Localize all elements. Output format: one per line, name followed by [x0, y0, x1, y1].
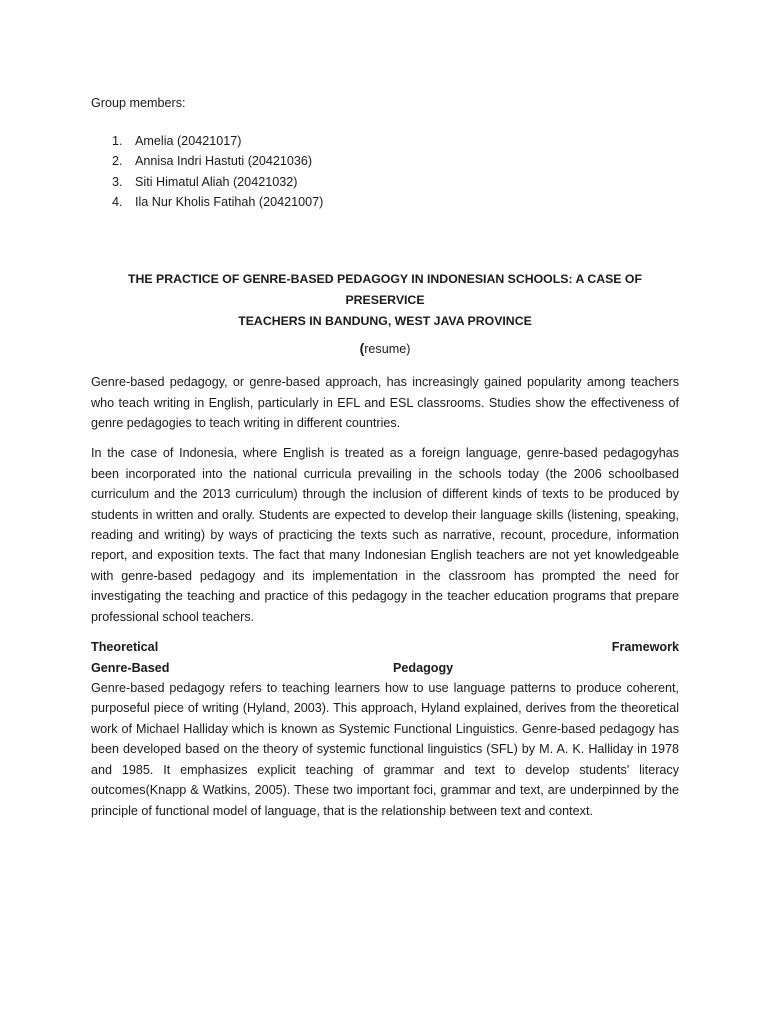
- member-name: Siti Himatul Aliah (20421032): [135, 174, 298, 189]
- title-line-2: TEACHERS IN BANDUNG, WEST JAVA PROVINCE: [238, 314, 532, 329]
- heading-genre-based: Genre-Based: [91, 660, 170, 675]
- heading-theoretical: Theoretical: [91, 640, 159, 655]
- group-members-label: Group members:: [91, 96, 186, 110]
- list-number: 1.: [112, 134, 123, 148]
- list-item: [112, 131, 679, 151]
- document-subtitle: [91, 338, 679, 359]
- subtitle-close-paren: ): [406, 342, 411, 357]
- subtitle-text: resume: [364, 342, 407, 357]
- list-number: 2.: [112, 154, 123, 169]
- heading-pedagogy: Pedagogy: [393, 660, 454, 675]
- list-number: 4.: [112, 194, 123, 209]
- paragraph-framework: Genre-based pedagogy refers to teaching learners how to use language patterns to produce coherent, purposeful piece of writing (Hyland, 2003). This approach, Hyland explained, derives from the theoretical work of Michael Halliday which is known as Systemic Functional Linguistics. Genre-based pedagogy has been developed based on the theory of systemic functional linguistics (SFL) by M. A. K. Halliday in 1978 and 1985. It emphasizes explicit teaching of grammar and text to develop students' literacy outcomes(Knapp & Watkins, 2005). These two important foci, grammar and text, are underpinned by the principle of functional model of language, that is the relationship between text and context.: [91, 681, 679, 818]
- paragraph-intro: Genre-based pedagogy, or genre-based approach, has increasingly gained popularity among teachers who teach writing in English, particularly in EFL and ESL classrooms. Studies show the effectiveness of genre pedagogies to teach writing in different countries.: [91, 375, 679, 430]
- paragraph-indonesia: In the case of Indonesia, where English is treated as a foreign language, genre-based pedagogyhas been incorporated into the national curricula prevailing in the schools today (the 2006 schoolbased curriculum and the 2013 curriculum) through the inclusion of different kinds of texts to be produced by students in written and orally. Students are expected to develop their language skills (listening, speaking, reading and writing) by ways of practicing the texts such as narrative, recount, procedure, information report, and exposition texts. The fact that many Indonesian English teachers are not yet knowledgeable with genre-based pedagogy and its implementation in the classroom has prompted the need for investigating the teaching and practice of this pedagogy in the teacher education programs that prepare professional school teachers.: [91, 446, 679, 624]
- section-heading-row-1: [91, 637, 679, 658]
- list-item: [112, 192, 679, 212]
- list-item: [112, 151, 679, 171]
- member-name: Ila Nur Kholis Fatihah (20421007): [135, 194, 324, 209]
- section-heading-row-2: [91, 658, 679, 679]
- document-title: [91, 269, 679, 332]
- heading-framework: Framework: [611, 640, 679, 655]
- member-list: [91, 131, 679, 212]
- title-line-1: THE PRACTICE OF GENRE-BASED PEDAGOGY IN INDONESIAN SCHOOLS: A CASE OF PRESERVICE: [127, 272, 642, 308]
- list-number: 3.: [112, 174, 123, 189]
- subtitle-open-paren: (: [359, 340, 365, 357]
- member-name: Amelia (20421017): [135, 134, 242, 148]
- list-item: [112, 172, 679, 192]
- member-name: Annisa Indri Hastuti (20421036): [135, 154, 313, 169]
